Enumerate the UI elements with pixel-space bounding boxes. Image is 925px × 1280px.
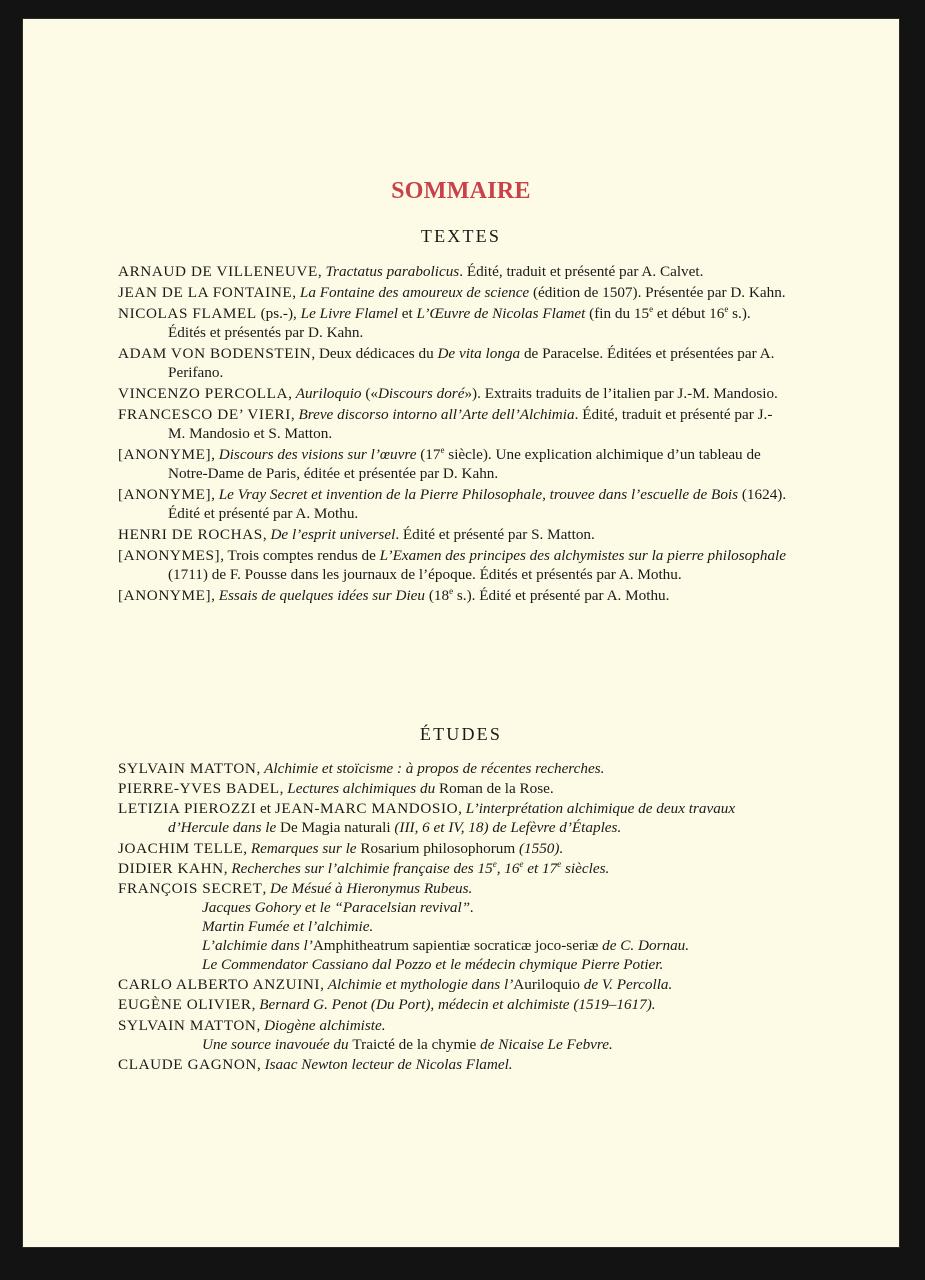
list-item: VINCENZO PERCOLLA, Auriloquio («Discours doré»). Extraits traduits de l’italien par J.-M. Mandosio. (118, 385, 778, 402)
list-item: SYLVAIN MATTON, Diogène alchimiste. Une source inavouée du Traicté de la chymie de Nicaise Le Febvre. (118, 1016, 788, 1054)
list-item: [ANONYME], Discours des visions sur l’œuvre (17e siècle). Une explication alchimique d’un tableau de Notre-Dame de Paris, éditée et présentée par D. Kahn. (118, 444, 761, 482)
etudes-list (118, 759, 788, 1075)
entry-author: HENRI DE ROCHAS (118, 526, 263, 543)
entry-author: [ANONYME] (118, 446, 212, 463)
list-item: JOACHIM TELLE, Remarques sur le Rosarium philosophorum (1550). (118, 839, 564, 857)
list-item: CLAUDE GAGNON, Isaac Newton lecteur de Nicolas Flamel. (118, 1055, 513, 1073)
list-item: EUGÈNE OLIVIER, Bernard G. Penot (Du Port), médecin et alchimiste (1519–1617). (118, 996, 656, 1014)
entry-author: [ANONYME] (118, 486, 212, 503)
entry-author: NICOLAS FLAMEL (118, 305, 257, 322)
entry-author: PIERRE-YVES BADEL (118, 780, 280, 798)
list-item: JEAN DE LA FONTAINE, La Fontaine des amoureux de science (édition de 1507). Présentée par D. Kahn. (118, 284, 786, 301)
textes-list (118, 262, 788, 607)
entry-author: ARNAUD DE VILLENEUVE (118, 263, 318, 280)
entry-author: EUGÈNE OLIVIER (118, 996, 252, 1014)
list-item: CARLO ALBERTO ANZUINI, Alchimie et mythologie dans l’Auriloquio de V. Percolla. (118, 976, 673, 994)
entry-author: JOACHIM TELLE (118, 839, 244, 857)
list-item: HENRI DE ROCHAS, De l’esprit universel. Édité et présenté par S. Matton. (118, 526, 595, 543)
entry-author: VINCENZO PERCOLLA (118, 385, 289, 402)
entry-author: ADAM VON BODENSTEIN (118, 345, 312, 362)
entry-author: LETIZIA PIEROZZI (118, 800, 257, 818)
entry-author: DIDIER KAHN (118, 859, 224, 877)
entry-author: FRANCESCO DE’ VIERI (118, 406, 291, 423)
entry-author: CLAUDE GAGNON (118, 1055, 257, 1073)
entry-author: JEAN-MARC MANDOSIO (274, 800, 459, 818)
list-item: PIERRE-YVES BADEL, Lectures alchimiques du Roman de la Rose. (118, 780, 554, 798)
list-item: ARNAUD DE VILLENEUVE, Tractatus parabolicus. Édité, traduit et présenté par A. Calvet. (118, 263, 704, 280)
page-title: SOMMAIRE (391, 178, 531, 204)
list-item: LETIZIA PIEROZZI et JEAN-MARC MANDOSIO, L’interprétation alchimique de deux travaux d’Hercule dans le De Magia naturali (III, 6 et IV, 18) de Lefèvre d’Étaples. (118, 800, 736, 837)
entry-author: CARLO ALBERTO ANZUINI (118, 976, 321, 994)
list-item: [ANONYME], Essais de quelques idées sur Dieu (18e s.). Édité et présenté par A. Mothu. (118, 585, 670, 604)
sub-entry: L’alchimie dans l’Amphitheatrum sapientiæ socraticæ joco-seriæ de C. Dornau. (202, 936, 690, 954)
list-item: DIDIER KAHN, Recherches sur l’alchimie française des 15e, 16e et 17e siècles. (118, 858, 610, 877)
list-item: ADAM VON BODENSTEIN, Deux dédicaces du De vita longa de Paracelse. Éditées et présentées par A. Perifano. (118, 345, 775, 381)
list-item: [ANONYMES], Trois comptes rendus de L’Examen des principes des alchymistes sur la pierre philosophale (1711) de F. Pousse dans les journaux de l’époque. Édités et présentés par A. Mothu. (118, 547, 787, 583)
entry-author: SYLVAIN MATTON (118, 760, 257, 777)
sub-entry: Jacques Gohory et le “Paracelsian revival”. (202, 898, 474, 916)
entry-author: JEAN DE LA FONTAINE (118, 284, 293, 301)
section-heading-etudes: ÉTUDES (419, 724, 503, 744)
book-page (22, 18, 900, 1248)
entry-author: SYLVAIN MATTON (118, 1016, 257, 1034)
section-heading-textes: TEXTES (420, 226, 502, 246)
sub-entry: Le Commendator Cassiano dal Pozzo et le médecin chymique Pierre Potier. (202, 955, 664, 973)
list-item: FRANÇOIS SECRET, De Mésué à Hieronymus Rubeus. Jacques Gohory et le “Paracelsian revival”. Martin Fumée et l’alchimie. L’alchimie dans l’Amphitheatrum sapientiæ socraticæ joco-seriæ de C. Dornau. Le Commendator Cassiano dal Pozzo et le médecin chymique Pierre Potier. (118, 879, 788, 974)
sub-entry: Martin Fumée et l’alchimie. (202, 917, 374, 935)
entry-author: [ANONYME] (118, 587, 212, 604)
entry-author: [ANONYMES] (118, 547, 221, 564)
list-item: NICOLAS FLAMEL (ps.-), Le Livre Flamel et L’Œuvre de Nicolas Flamet (fin du 15e et début 16e s.). Édités et présentés par D. Kahn. (118, 303, 751, 341)
list-item: [ANONYME], Le Vray Secret et invention de la Pierre Philosophale, trouvee dans l’escuelle de Bois (1624). Édité et présenté par A. Mothu. (118, 486, 787, 522)
list-item: SYLVAIN MATTON, Alchimie et stoïcisme : à propos de récentes recherches. (118, 760, 605, 777)
sub-entry: Une source inavouée du Traicté de la chymie de Nicaise Le Febvre. (202, 1035, 613, 1053)
entry-author: FRANÇOIS SECRET (118, 879, 263, 897)
list-item: FRANCESCO DE’ VIERI, Breve discorso intorno all’Arte dell’Alchimia. Édité, traduit et présenté par J.-M. Mandosio et S. Matton. (118, 406, 773, 442)
